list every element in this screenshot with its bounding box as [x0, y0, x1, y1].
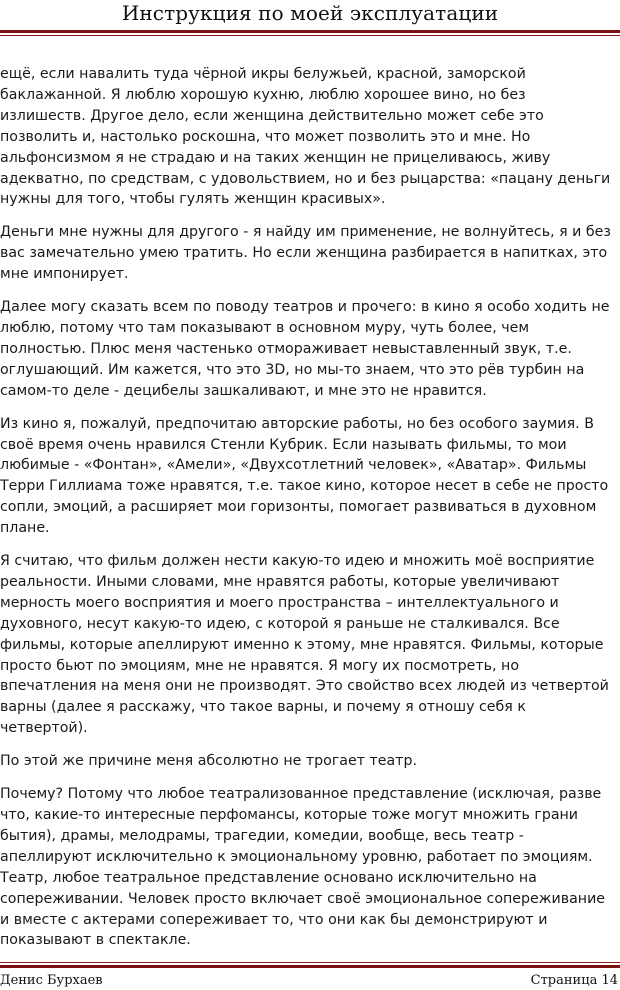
text-line: ещё, если навалить туда чёрной икры белужьей, красной, заморской [0, 66, 526, 82]
footer-page-number: Страница 14 [530, 973, 618, 988]
text-line: мерность моего восприятия и моего пространства – интеллектуального и [0, 594, 559, 611]
text-line: излишеств. Другое дело, если женщина действительно может себе это [0, 107, 544, 124]
text-line: нужны для того, чтобы гулять женщин красивых». [0, 191, 386, 208]
text-line: позволить и, настолько роскошна, что может позволить это и мне. Но [0, 128, 531, 145]
footer-rule-thin [0, 962, 620, 963]
text-line: Далее могу сказать всем по поводу театров и прочего: в кино я особо ходить не [0, 299, 610, 316]
text-line: Театр, любое театральное представление основано исключительно на [0, 869, 537, 886]
text-line: духовного, несут какую-то идею, с которой я раньше не сталкивался. Все [0, 615, 560, 632]
text-line: что, какие-то интересные перфомансы, которые тоже могут множить грани [0, 807, 579, 823]
document-body [0, 64, 620, 963]
page-title: Инструкция по моей эксплуатации [121, 1, 499, 25]
text-line: баклажанной. Я люблю хорошую кухню, люблю хорошее вино, но без [0, 86, 526, 103]
text-line: Я считаю, что фильм должен нести какую-то идею и множить моё восприятие [0, 553, 595, 570]
text-line: апеллируют исключительно к эмоциональному уровню, работает по эмоциям. [0, 848, 593, 865]
text-line: оглушающий. Им кажется, что это 3D, но мы-то знаем, что это рёв турбин на [0, 361, 585, 378]
text-line: впечатления на меня они не производят. Это свойство всех людей из четвертой [0, 678, 609, 695]
text-line: альфонсизмом я не страдаю и на таких женщин не прицеливаюсь, живу [0, 149, 551, 166]
text-line: По этой же причине меня абсолютно не трогает театр. [0, 753, 417, 770]
text-line: полностью. Плюс меня частенько отмораживает невыставленный звук, т.е. [0, 340, 572, 357]
paragraph [0, 64, 620, 210]
text-line: фильмы, которые апеллируют именно к этому, мне нравятся. Фильмы, которые [0, 636, 604, 653]
text-line: самом-то деле - децибелы зашкаливают, и мне это не нравится. [0, 382, 487, 399]
text-line: люблю, потому что там показывают в основном муру, чуть более, чем [0, 319, 530, 336]
text-line: Деньги мне нужны для другого - я найду им применение, не волнуйтесь, я и без [0, 224, 611, 241]
text-line: вас замечательно умею тратить. Но если женщина разбирается в напитках, это [0, 245, 608, 262]
text-line: четвертой). [0, 720, 88, 737]
page-footer [0, 962, 620, 989]
text-line: сопереживании. Человек просто включает своё эмоциональное сопереживание [0, 890, 606, 907]
text-line: Почему? Потому что любое театрализованное представление (исключая, разве [0, 786, 602, 803]
paragraph [0, 222, 620, 285]
paragraph [0, 551, 620, 739]
paragraph [0, 784, 620, 951]
text-line: Из кино я, пожалуй, предпочитаю авторские работы, но без особого заумия. В [0, 415, 594, 432]
text-line: реальности. Иными словами, мне нравятся работы, которые увеличивают [0, 573, 560, 590]
header-rule-thick [0, 30, 620, 33]
text-line: просто бьют по эмоциям, мне не нравятся. Я могу их посмотреть, но [0, 657, 520, 674]
text-line: своё время очень нравился Стенли Кубрик. Если называть фильмы, то мои [0, 436, 567, 453]
paragraph [0, 297, 620, 402]
text-line: любимые - «Фонтан», «Амели», «Двухсотлетний человек», «Аватар». Фильмы [0, 457, 587, 474]
text-line: и вместе с актерами сопереживает то, что они как бы демонстрируют и [0, 911, 548, 928]
text-line: показывают в спектакле. [0, 932, 191, 949]
text-line: бытия), драмы, мелодрамы, трагедии, комедии, вообще, весь театр - [0, 827, 524, 844]
paragraph [0, 751, 620, 772]
text-line: варны (далее я расскажу, что такое варны, и почему я отношу себя к [0, 699, 526, 716]
text-line: мне импонирует. [0, 266, 129, 283]
header-rule-thin [0, 35, 620, 36]
text-line: Терри Гиллиама тоже нравятся, т.е. такое кино, которое несет в себе не просто [0, 478, 609, 495]
page-header [0, 0, 620, 40]
paragraph [0, 414, 620, 539]
footer-rule-thick [0, 965, 620, 968]
text-line: адекватно, по средствам, с удовольствием, но и без рыцарства: «пацану деньги [0, 170, 611, 187]
text-line: плане. [0, 520, 50, 537]
footer-author: Денис Бурхаев [0, 973, 103, 988]
text-line: сопли, эмоций, а расширяет мои горизонты, помогает развиваться в духовном [0, 499, 597, 516]
